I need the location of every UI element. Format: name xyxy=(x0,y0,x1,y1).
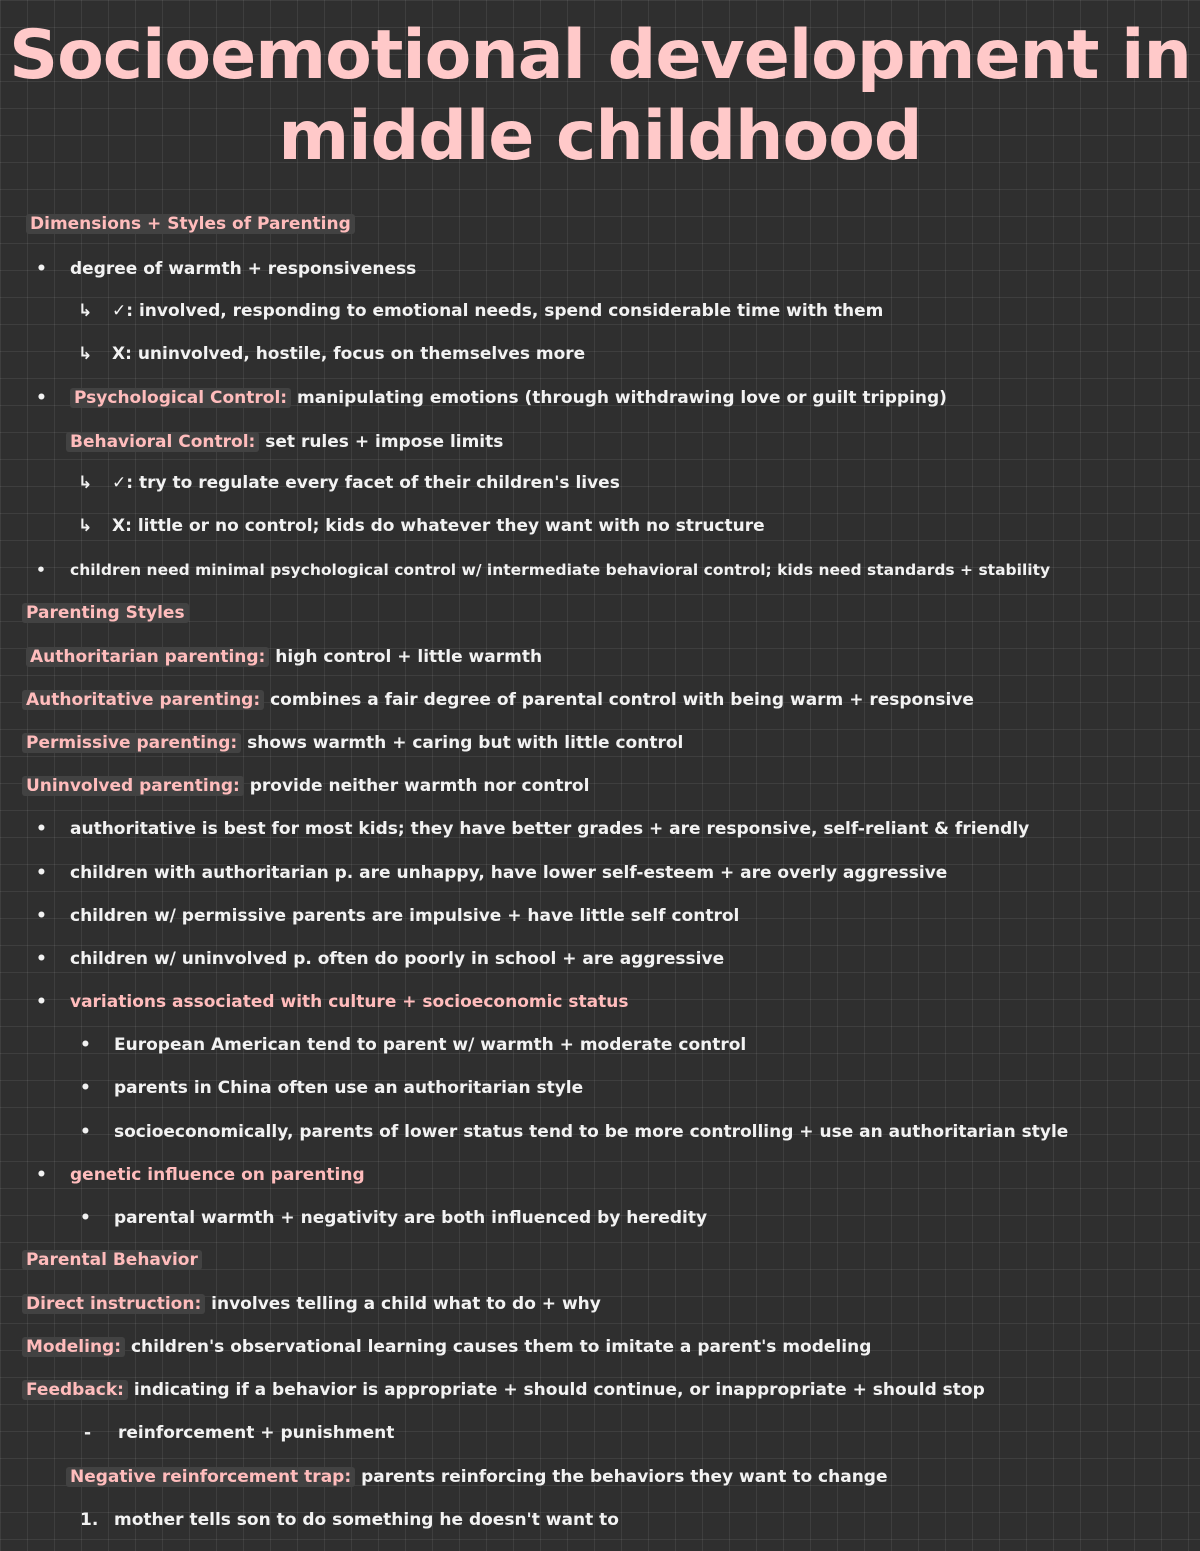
bullet-line: • children with authoritarian p. are unhappy, have lower self-esteem + are overly aggressive xyxy=(36,863,948,883)
sub-line: ↳ X: uninvolved, hostile, focus on themselves more xyxy=(78,344,586,364)
term-label: Behavioral Control: xyxy=(66,432,259,452)
term-label: Authoritarian parenting: xyxy=(26,647,269,667)
arrow-marker: ↳ xyxy=(78,301,93,321)
term-line: Direct instruction: involves telling a child what to do + why xyxy=(22,1293,601,1315)
number-marker: 1. xyxy=(80,1510,99,1530)
sub-bullet-line: - reinforcement + punishment xyxy=(84,1423,395,1443)
bullet-marker: • xyxy=(36,906,47,926)
term-label: Uninvolved parenting: xyxy=(22,776,244,796)
bullet-marker: • xyxy=(36,949,47,969)
bullet-marker: • xyxy=(80,1035,91,1055)
term-line: Feedback: indicating if a behavior is appropriate + should continue, or inappropriate + should stop xyxy=(22,1379,985,1401)
sub-bullet-line: • socioeconomically, parents of lower status tend to be more controlling + use an authoritarian style xyxy=(80,1122,1069,1142)
section-heading-dimensions: Dimensions + Styles of Parenting xyxy=(26,213,355,235)
bullet-marker: • xyxy=(36,259,47,279)
bullet-marker: • xyxy=(80,1122,91,1142)
term-line: Behavioral Control: set rules + impose limits xyxy=(66,431,503,453)
term-line: Negative reinforcement trap: parents reinforcing the behaviors they want to change xyxy=(66,1466,888,1488)
bullet-line: • authoritative is best for most kids; they have better grades + are responsive, self-reliant & friendly xyxy=(36,819,1030,839)
bullet-marker: • xyxy=(80,1078,91,1098)
bullet-marker: • xyxy=(36,1165,47,1185)
arrow-marker: ↳ xyxy=(78,344,93,364)
bullet-line: • Psychological Control: manipulating emotions (through withdrawing love or guilt tripping) xyxy=(36,388,947,408)
section-heading-parental-behavior: Parental Behavior xyxy=(22,1249,202,1271)
term-line: Authoritative parenting: combines a fair degree of parental control with being warm + responsive xyxy=(22,689,974,711)
bullet-marker: • xyxy=(36,388,47,408)
bullet-line xyxy=(36,1164,365,1186)
sub-line: ↳ X: little or no control; kids do whatever they want with no structure xyxy=(78,516,765,536)
term-label: variations associated with culture + socioeconomic status xyxy=(70,992,629,1012)
section-heading-parenting-styles: Parenting Styles xyxy=(22,602,189,624)
sub-bullet-line: • European American tend to parent w/ warmth + moderate control xyxy=(80,1035,747,1055)
bullet-line xyxy=(36,991,628,1013)
dash-marker: - xyxy=(84,1423,92,1443)
bullet-line: • children w/ permissive parents are impulsive + have little self control xyxy=(36,906,740,926)
bullet-marker: • xyxy=(36,561,46,579)
page-title-line-2: middle childhood xyxy=(278,97,922,176)
bullet-marker: • xyxy=(80,1208,91,1228)
sub-bullet-line: • parental warmth + negativity are both influenced by heredity xyxy=(80,1208,708,1228)
bullet-line: • children w/ uninvolved p. often do poorly in school + are aggressive xyxy=(36,949,725,969)
term-line: Authoritarian parenting: high control + little warmth xyxy=(26,646,542,668)
term-label: Authoritative parenting: xyxy=(22,690,264,710)
bullet-marker: • xyxy=(36,819,47,839)
term-line: Uninvolved parenting: provide neither warmth nor control xyxy=(22,775,589,797)
bullet-marker: • xyxy=(36,863,47,883)
sub-line: ↳ ✓: involved, responding to emotional needs, spend considerable time with them xyxy=(78,301,884,321)
bullet-marker: • xyxy=(36,992,47,1012)
bullet-line: • degree of warmth + responsiveness xyxy=(36,259,417,279)
sub-line: ↳ ✓: try to regulate every facet of their children's lives xyxy=(78,473,620,493)
arrow-marker: ↳ xyxy=(78,516,93,536)
term-line: Modeling: children's observational learning causes them to imitate a parent's modeling xyxy=(22,1336,871,1358)
term-label: Psychological Control: xyxy=(70,388,291,408)
numbered-line: 1. mother tells son to do something he doesn't want to xyxy=(80,1510,619,1530)
term-label: Feedback: xyxy=(22,1380,128,1400)
term-label: genetic influence on parenting xyxy=(70,1165,365,1185)
term-line: Permissive parenting: shows warmth + caring but with little control xyxy=(22,732,683,754)
term-label: Direct instruction: xyxy=(22,1294,205,1314)
arrow-marker: ↳ xyxy=(78,473,93,493)
term-label: Negative reinforcement trap: xyxy=(66,1467,355,1487)
bullet-line: • children need minimal psychological control w/ intermediate behavioral control; kids need standards + stability xyxy=(36,561,1051,579)
page-title-line-1: Socioemotional development in xyxy=(9,16,1191,95)
term-label: Permissive parenting: xyxy=(22,733,241,753)
sub-bullet-line: • parents in China often use an authoritarian style xyxy=(80,1078,584,1098)
term-label: Modeling: xyxy=(22,1337,125,1357)
